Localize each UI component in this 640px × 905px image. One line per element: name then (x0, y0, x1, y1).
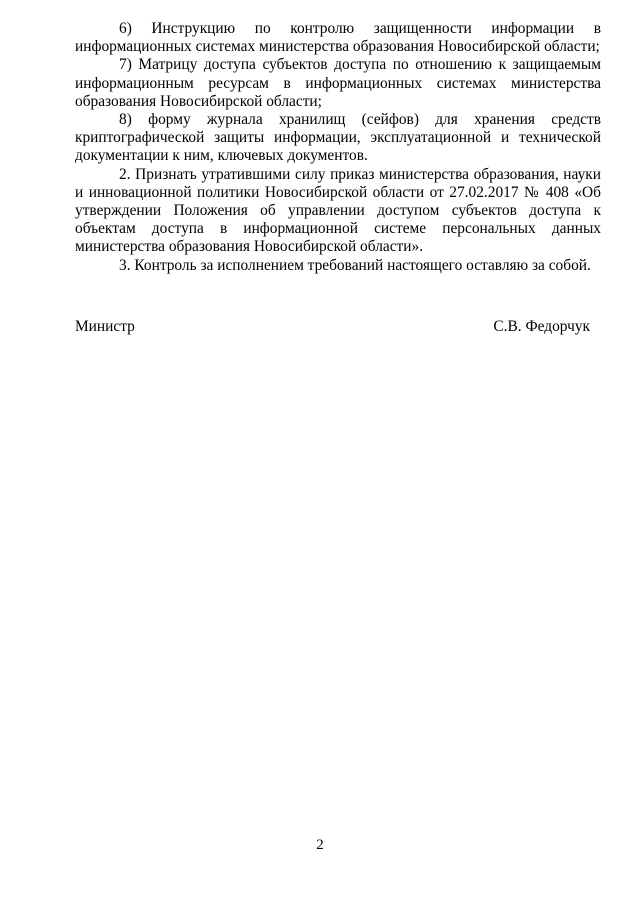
signer-name: С.В. Федорчук (493, 318, 590, 335)
list-item-7: 7) Матрицу доступа субъектов доступа по отношению к защищаемым информационным ресурсам в информационных системах министерства образования Новосибирской области; (75, 56, 601, 110)
list-item-8: 8) форму журнала хранилищ (сейфов) для хранения средств криптографической защиты информации, эксплуатационной и технической документации к ним, ключевых документов. (75, 111, 601, 165)
clause-2-paragraph: 2. Признать утратившими силу приказ министерства образования, науки и инновационной политики Новосибирской области от 27.02.2017 № 408 «Об утверждении Положения об управлении доступом субъектов доступа к объектам доступа в информационной системе персональных данных министерства образования Новосибирской области». (75, 165, 601, 256)
signer-position: Министр (75, 318, 135, 335)
clause-3-paragraph: 3. Контроль за исполнением требований настоящего оставляю за собой. (119, 256, 591, 274)
list-item-6: 6) Инструкцию по контролю защищенности информации в информационных системах министерства образования Новосибирской области; (75, 20, 601, 56)
document-body (75, 20, 601, 275)
page-number: 2 (316, 837, 324, 853)
